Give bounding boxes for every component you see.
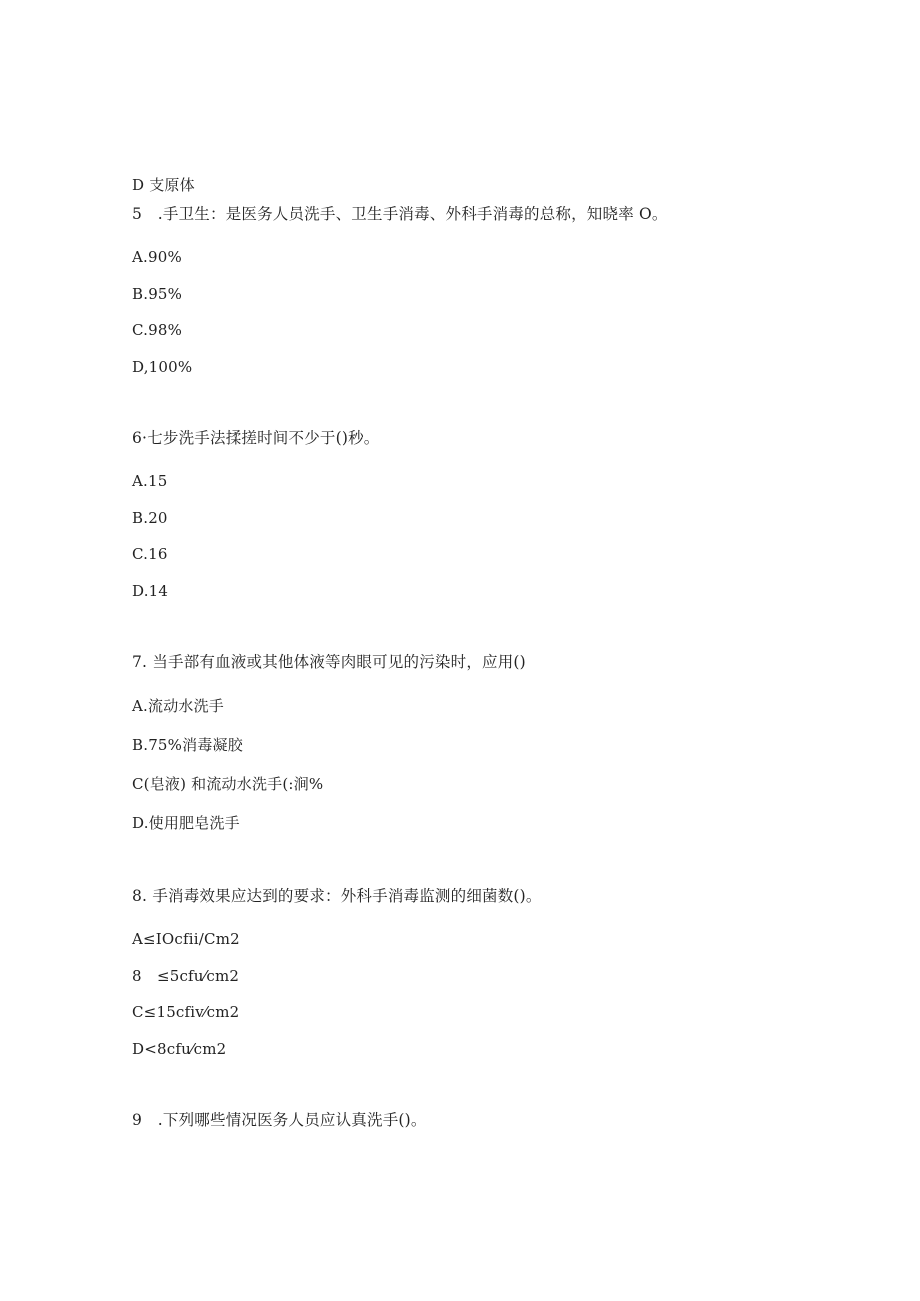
q8-option-b: 8 ≤5cfu⁄cm2 xyxy=(132,967,240,985)
question-8: 8. 手消毒效果应达到的要求：外科手消毒监测的细菌数()。 xyxy=(132,887,542,905)
q7-option-c: C(皂液) 和流动水洗手(:涧% xyxy=(132,775,324,793)
q6-option-b: B.20 xyxy=(132,509,168,527)
question-6: 6·七步洗手法揉搓时间不少于()秒。 xyxy=(132,429,380,447)
q7-option-a: A.流动水洗手 xyxy=(132,697,225,715)
q7-option-b: B.75%消毒凝胶 xyxy=(132,736,243,754)
question-9: 9 .下列哪些情况医务人员应认真洗手()。 xyxy=(132,1111,427,1129)
q5-option-b: B.95% xyxy=(132,285,183,303)
q8-option-c: C≤15cfiv⁄cm2 xyxy=(132,1003,240,1021)
q8-option-a: A≤IOcfii/Cm2 xyxy=(132,930,240,948)
q5-option-c: C.98% xyxy=(132,321,183,339)
q5-option-a: A.90% xyxy=(132,248,182,266)
q8-option-d: D<8cfu⁄cm2 xyxy=(132,1040,227,1058)
q6-option-c: C.16 xyxy=(132,545,168,563)
option-d-prev: D 支原体 xyxy=(132,176,195,194)
q7-option-d: D.使用肥皂洗手 xyxy=(132,814,240,832)
question-7: 7. 当手部有血液或其他体液等肉眼可见的污染时，应用() xyxy=(132,653,526,671)
question-5: 5 .手卫生：是医务人员洗手、卫生手消毒、外科手消毒的总称，知晓率 O。 xyxy=(132,205,668,223)
q6-option-a: A.15 xyxy=(132,472,168,490)
q5-option-d: D,100% xyxy=(132,358,193,376)
q6-option-d: D.14 xyxy=(132,582,169,600)
